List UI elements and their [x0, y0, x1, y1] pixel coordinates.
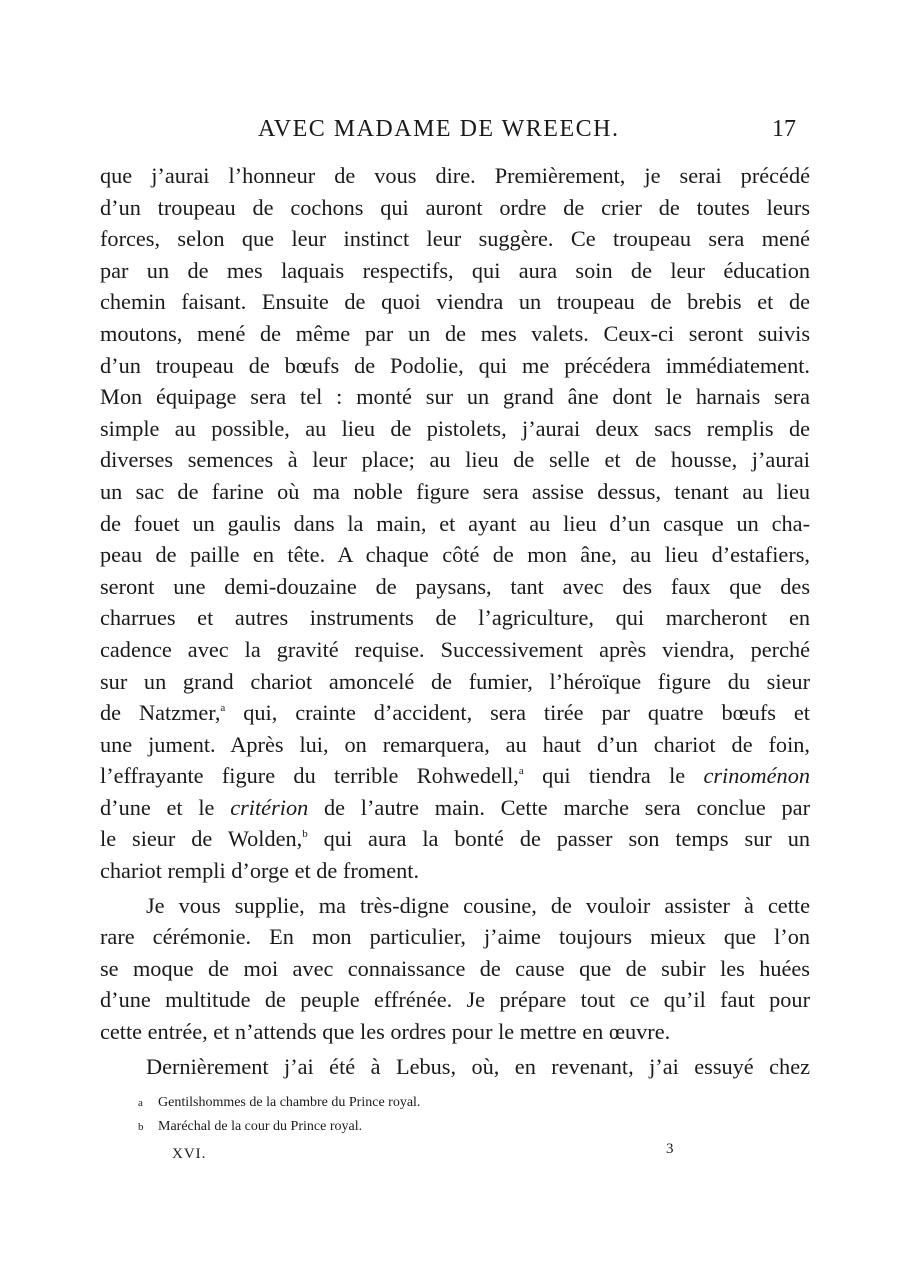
- footnote: [138, 1115, 738, 1139]
- footnote-text: Maréchal de la cour du Prince royal.: [158, 1119, 363, 1134]
- footnote-mark: a: [138, 1097, 143, 1109]
- running-head: [0, 116, 900, 146]
- volume-signature: XVI.: [172, 1146, 207, 1162]
- text-line: Mon équipage sera tel : monté sur un grand âne dont le harnais sera: [100, 384, 810, 410]
- text-run: l’effrayante figure du terrible Rohwedell,: [100, 763, 519, 789]
- italic-term: critérion: [230, 794, 309, 820]
- paragraph-3: [100, 1051, 810, 1083]
- text-run: qui aura la bonté de passer son temps sur un: [307, 826, 810, 852]
- text-run: qui tiendra le: [523, 763, 704, 789]
- footnote-ref: a: [518, 765, 524, 778]
- text-line: chemin faisant. Ensuite de quoi viendra un troupeau de brebis et de: [100, 289, 810, 315]
- text-line: rare cérémonie. En mon particulier, j’aime toujours mieux que l’on: [100, 924, 810, 950]
- text-line: [100, 792, 810, 824]
- page-number: 17: [772, 116, 796, 142]
- footnote-ref: b: [302, 828, 308, 841]
- body-text: [100, 160, 810, 1082]
- text-line: de fouet un gaulis dans la main, et ayant au lieu d’un casque un cha-: [100, 510, 810, 536]
- text-line: [100, 823, 810, 855]
- text-line: d’une multitude de peuple effrénée. Je prépare tout ce qu’il faut pour: [100, 987, 810, 1013]
- text-line: un sac de farine où ma noble figure sera assise dessus, tenant au lieu: [100, 478, 810, 504]
- paragraph-2: [100, 890, 810, 1048]
- footnote-ref: a: [220, 702, 226, 715]
- running-title: AVEC MADAME DE WREECH.: [258, 116, 620, 142]
- text-line: seront une demi-douzaine de paysans, tant avec des faux que des: [100, 573, 810, 599]
- text-line: d’un troupeau de cochons qui auront ordre de crier de toutes leurs: [100, 194, 810, 220]
- text-run: d’une et le: [100, 794, 231, 820]
- text-line: [100, 697, 810, 729]
- text-line: forces, selon que leur instinct leur suggère. Ce troupeau sera mené: [100, 226, 810, 252]
- text-run: de l’autre main. Cette marche sera conclue par: [308, 794, 811, 820]
- sheet-number: 3: [666, 1141, 674, 1157]
- text-line: que j’aurai l’honneur de vous dire. Premièrement, je serai précédé: [100, 163, 810, 188]
- italic-term: crinoménon: [703, 763, 810, 789]
- text-run: qui, crainte d’accident, sera tirée par quatre bœufs et: [225, 700, 810, 726]
- footnote-mark: b: [138, 1121, 144, 1133]
- footnote: [138, 1091, 738, 1115]
- text-line: [100, 760, 810, 792]
- footnote-text: Gentilshommes de la chambre du Prince royal.: [158, 1095, 421, 1110]
- text-line: par un de mes laquais respectifs, qui aura soin de leur éducation: [100, 257, 810, 283]
- text-line: d’un troupeau de bœufs de Podolie, qui me précédera immédiatement.: [100, 352, 810, 378]
- text-line: cadence avec la gravité requise. Successivement après viendra, perché: [100, 636, 810, 662]
- text-line: se moque de moi avec connaissance de cause que de subir les huées: [100, 955, 810, 981]
- text-run: de Natzmer,: [100, 700, 221, 726]
- text-line: moutons, mené de même par un de mes valets. Ceux-ci seront suivis: [100, 320, 810, 346]
- text-line: une jument. Après lui, on remarquera, au haut d’un chariot de foin,: [100, 731, 810, 757]
- text-run: le sieur de Wolden,: [100, 826, 303, 852]
- text-line: sur un grand chariot amoncelé de fumier, l’héroïque figure du sieur: [100, 668, 810, 694]
- text-line: cette entrée, et n’attends que les ordres pour le mettre en œuvre.: [100, 1019, 671, 1045]
- text-line: peau de paille en tête. A chaque côté de mon âne, au lieu d’estafiers,: [100, 542, 810, 568]
- text-line: Dernièrement j’ai été à Lebus, où, en revenant, j’ai essuyé chez: [146, 1053, 810, 1079]
- footnotes: [138, 1091, 738, 1139]
- text-line: charrues et autres instruments de l’agriculture, qui marcheront en: [100, 605, 810, 631]
- text-line: chariot rempli d’orge et de froment.: [100, 858, 420, 884]
- paragraph-1: [100, 160, 810, 887]
- text-line: simple au possible, au lieu de pistolets, j’aurai deux sacs remplis de: [100, 415, 810, 441]
- text-line: diverses semences à leur place; au lieu de selle et de housse, j’aurai: [100, 447, 810, 473]
- text-line: Je vous supplie, ma très-digne cousine, de vouloir assister à cette: [146, 892, 810, 918]
